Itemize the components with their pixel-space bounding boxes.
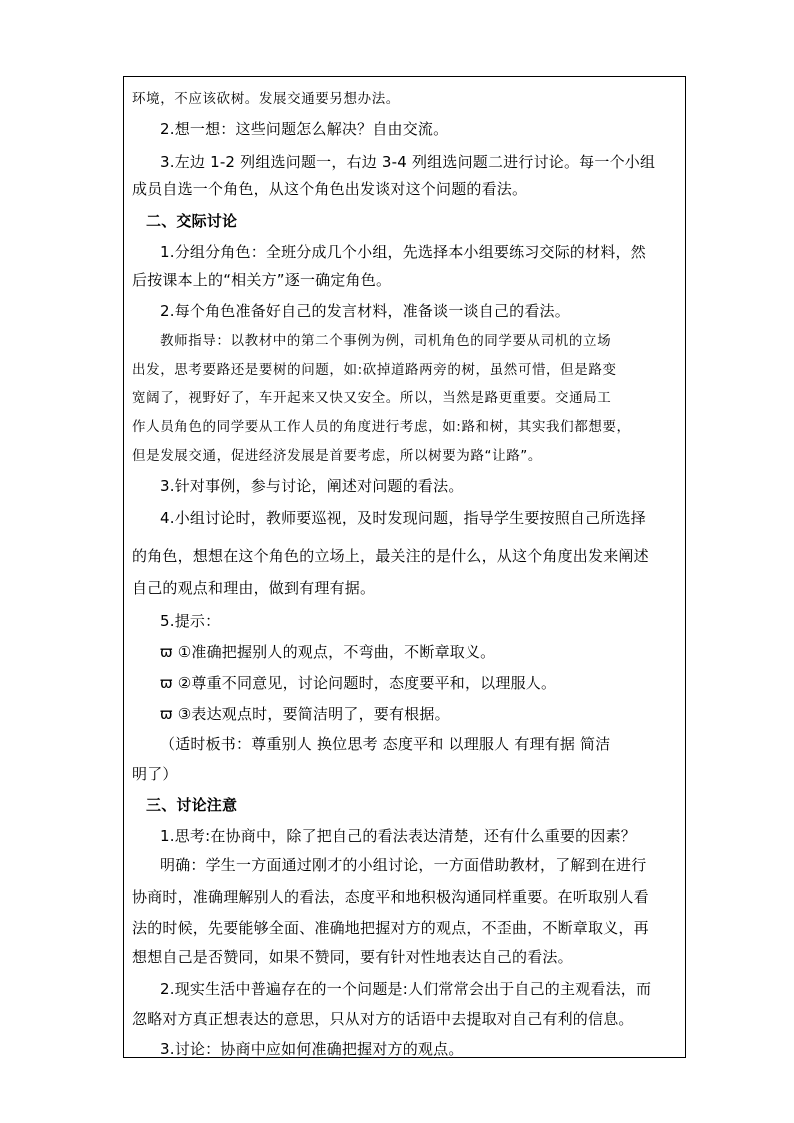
paragraph-line: 3.讨论：协商中应如何准确把握对方的观点。 — [160, 1040, 464, 1058]
paragraph-line: ϖ ①准确把握别人的观点，不弯曲，不断章取义。 — [160, 643, 496, 661]
paragraph-line: 教师指导：以教材中的第二个事例为例，司机角色的同学要从司机的立场 — [160, 333, 612, 349]
paragraph-line: 2.现实生活中普遍存在的一个问题是:人们常常会出于自己的主观看法，而 — [160, 980, 652, 998]
paragraph-line: 后按课本上的“相关方”逐一确定角色。 — [132, 271, 392, 289]
paragraph-line: 5.提示： — [160, 612, 221, 630]
paragraph-line: ϖ ②尊重不同意见，讨论问题时，态度要平和，以理服人。 — [160, 674, 557, 692]
paragraph-line: 明了） — [132, 765, 178, 783]
paragraph-line: 1.分组分角色：全班分成几个小组，先选择本小组要练习交际的材料，然 — [160, 243, 646, 261]
paragraph-line: 2.想一想：这些问题怎么解决？自由交流。 — [160, 120, 449, 138]
paragraph-line: 3.针对事例，参与讨论，阐述对问题的看法。 — [160, 477, 464, 495]
section-heading: 三、讨论注意 — [146, 796, 238, 814]
paragraph-line: 明确：学生一方面通过刚才的小组讨论，一方面借助教材，了解到在进行 — [160, 856, 647, 874]
paragraph-line: 4.小组讨论时，教师要巡视，及时发现问题，指导学生要按照自己所选择 — [160, 509, 646, 527]
paragraph-line: 宽阔了，视野好了，车开起来又快又安全。所以，当然是路更重要。交通局工 — [132, 390, 612, 406]
paragraph-line: 忽略对方真正想表达的意思，只从对方的话语中去提取对自己有利的信息。 — [132, 1010, 634, 1028]
paragraph-line: 1.思考:在协商中，除了把自己的看法表达清楚，还有什么重要的因素？ — [160, 827, 636, 845]
paragraph-line: 法的时候，先要能够全面、准确地把握对方的观点，不歪曲，不断章取义，再 — [132, 919, 649, 937]
paragraph-line: 出发，思考要路还是要树的问题，如:砍掉道路两旁的树，虽然可惜，但是路变 — [132, 362, 617, 378]
paragraph-line: 自己的观点和理由，做到有理有据。 — [132, 579, 376, 597]
paragraph-line: ϖ ③表达观点时，要简洁明了，要有根据。 — [160, 705, 450, 723]
paragraph-line: 3.左边 1-2 列组选问题一，右边 3-4 列组选问题二进行讨论。每一个小组 — [160, 153, 656, 171]
paragraph-line: 的角色，想想在这个角色的立场上，最关注的是什么，从这个角度出发来阐述 — [132, 547, 649, 565]
paragraph-line: 协商时，准确理解别人的看法，态度平和地积极沟通同样重要。在听取别人看 — [132, 888, 649, 906]
paragraph-line: 成员自选一个角色，从这个角色出发谈对这个问题的看法。 — [132, 180, 528, 198]
paragraph-line: 作人员角色的同学要从工作人员的角度进行考虑，如:路和树，其实我们都想要， — [132, 419, 631, 435]
paragraph-line: 2.每个角色准备好自己的发言材料，准备谈一谈自己的看法。 — [160, 302, 570, 320]
paragraph-line: 但是发展交通，促进经济发展是首要考虑，所以树要为路“让路”。 — [132, 448, 542, 464]
paragraph-line: （适时板书：尊重别人 换位思考 态度平和 以理服人 有理有据 简洁 — [160, 735, 611, 753]
paragraph-line: 环境，不应该砍树。发展交通要另想办法。 — [132, 91, 400, 107]
lesson-plan-table-cell — [123, 76, 686, 1058]
paragraph-line: 想想自己是否赞同，如果不赞同，要有针对性地表达自己的看法。 — [132, 948, 573, 966]
section-heading: 二、交际讨论 — [146, 212, 238, 230]
